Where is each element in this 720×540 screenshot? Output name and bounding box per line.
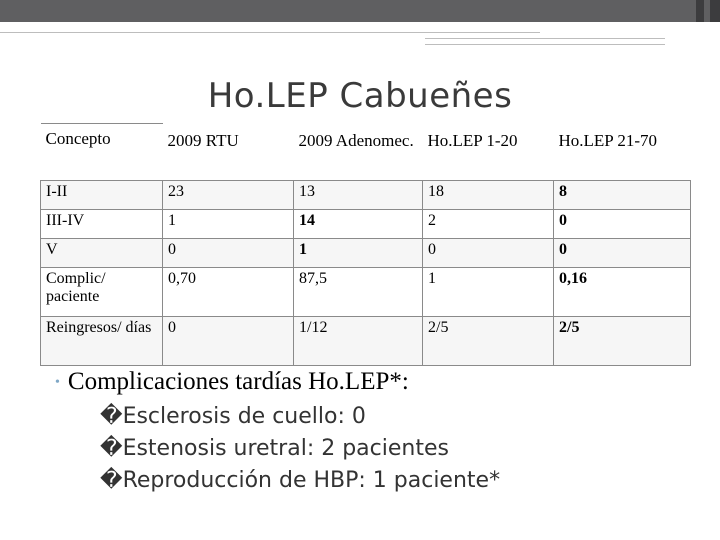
sub-item <box>100 436 449 461</box>
table-row <box>41 209 691 238</box>
table-row <box>41 267 691 316</box>
table-cell: 2/5 <box>554 316 691 365</box>
top-bar-block <box>710 0 720 22</box>
sub-marker-icon: � <box>100 468 123 493</box>
divider-line <box>0 32 540 33</box>
table-cell: 0 <box>554 209 691 238</box>
header-holep-1-20: Ho.LEP 1-20 <box>427 130 518 150</box>
table-cell: V <box>41 238 163 267</box>
table-cell: 0 <box>163 238 294 267</box>
table-cell: I-II <box>41 180 163 209</box>
table-cell: 2/5 <box>423 316 554 365</box>
sub-item <box>100 468 500 493</box>
sub-item-text: Estenosis uretral: 2 pacientes <box>122 436 449 461</box>
table-cell: 0,16 <box>554 267 691 316</box>
table-cell: 23 <box>163 180 294 209</box>
table-cell: Reingresos/ días <box>41 316 163 365</box>
table-row <box>41 180 691 209</box>
page-title: Ho.LEP Cabueñes <box>207 76 513 116</box>
table-cell: 18 <box>423 180 554 209</box>
header-holep-21-70: Ho.LEP 21-70 <box>558 130 658 150</box>
table-row <box>41 238 691 267</box>
bullet-item <box>55 368 409 396</box>
divider-line <box>425 38 665 39</box>
table-cell: III-IV <box>41 209 163 238</box>
top-bar <box>0 0 720 22</box>
table-row <box>41 316 691 365</box>
table-cell: 2 <box>423 209 554 238</box>
bullet-text: Complicaciones tardías Ho.LEP*: <box>67 368 409 395</box>
table-cell: 1 <box>294 238 423 267</box>
header-2009-rtu: 2009 RTU <box>167 130 239 150</box>
header-concepto: Concepto <box>41 124 163 181</box>
table-cell: 0,70 <box>163 267 294 316</box>
table-header-row <box>41 124 691 181</box>
top-bar-block <box>696 0 704 22</box>
divider-line <box>425 44 665 45</box>
data-table <box>40 123 691 366</box>
sub-marker-icon: � <box>100 404 123 429</box>
table-cell: 8 <box>554 180 691 209</box>
sub-item-text: Esclerosis de cuello: 0 <box>122 404 366 429</box>
table-cell: 0 <box>554 238 691 267</box>
table-cell: 1 <box>163 209 294 238</box>
table-cell: 0 <box>423 238 554 267</box>
sub-marker-icon: � <box>100 436 123 461</box>
bullet-dot-icon: • <box>55 375 60 391</box>
table-cell: 14 <box>294 209 423 238</box>
table-cell: 1 <box>423 267 554 316</box>
sub-item <box>100 404 366 429</box>
header-2009-adenomec: 2009 Adenomec. <box>298 130 414 150</box>
table-cell: Complic/ paciente <box>41 267 163 316</box>
table-cell: 13 <box>294 180 423 209</box>
table-cell: 1/12 <box>294 316 423 365</box>
table-cell: 0 <box>163 316 294 365</box>
sub-item-text: Reproducción de HBP: 1 paciente* <box>122 468 501 493</box>
table-cell: 87,5 <box>294 267 423 316</box>
